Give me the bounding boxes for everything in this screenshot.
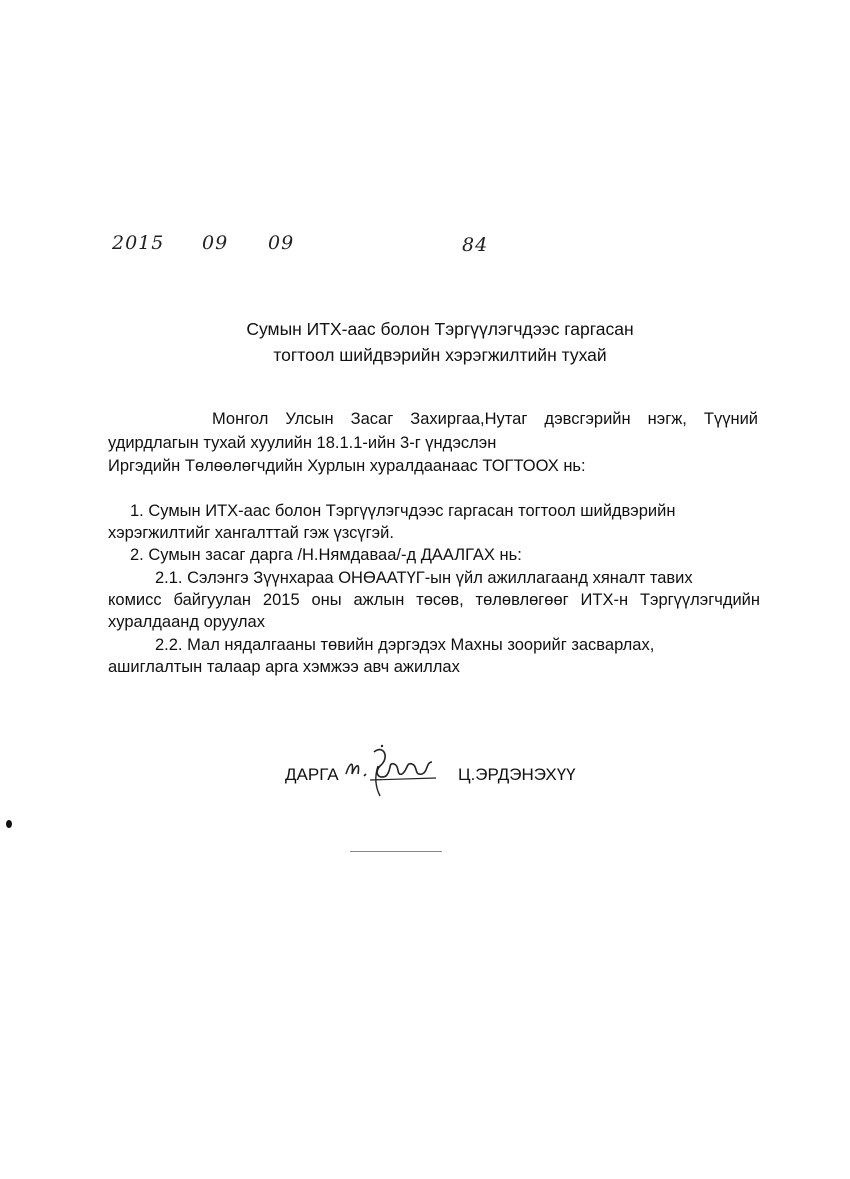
handwritten-day: 09 — [268, 232, 295, 254]
item-2-2-line-1: 2.2. Мал нядалгааны төвийн дэргэдэх Махны зоорийг засварлах, — [155, 636, 655, 654]
item-2-1-line-3: хуралдаанд оруулах — [108, 613, 265, 631]
item-1-line-2: хэрэгжилтийг хангалттай гэж үзсүгэй. — [108, 524, 394, 542]
signature-name: Ц.ЭРДЭНЭХҮҮ — [458, 765, 576, 784]
handwritten-signature — [340, 740, 450, 800]
document-title — [0, 316, 850, 368]
item-2: 2. Сумын засаг дарга /Н.Нямдаваа/-д ДААЛГАХ нь: — [130, 546, 522, 564]
handwritten-month: 09 — [202, 232, 229, 254]
item-1-line-1: 1. Сумын ИТХ-аас болон Тэргүүлэгчдээс гаргасан тогтоол шийдвэрийн — [130, 502, 676, 520]
item-2-1-line-2: комисс байгуулан 2015 оны ажлын төсөв, төлөвлөгөөг ИТХ-н Тэргүүлэгчдийн — [108, 591, 760, 609]
scan-line — [350, 851, 442, 852]
title-line-2: тогтоол шийдвэрийн хэрэгжилтийн тухай — [273, 345, 607, 365]
item-2-1-line-1: 2.1. Сэлэнгэ Зүүнхараа ОНӨААТҮГ-ын үйл ажиллагаанд хяналт тавих — [155, 569, 693, 587]
preamble-line-2: удирдлагын тухай хуулийн 18.1.1-ийн 3-г үндэслэн — [108, 434, 497, 452]
scan-speck — [6, 820, 12, 828]
preamble-line-3: Иргэдийн Төлөөлөгчдийн Хурлын хуралдаанаас ТОГТООХ нь: — [108, 457, 586, 475]
signature-position: ДАРГА — [285, 765, 339, 784]
preamble-line-1: Монгол Улсын Засаг Захиргаа,Нутаг дэвсгэрийн нэгж, Түүний — [212, 410, 758, 428]
title-line-1: Сумын ИТХ-аас болон Тэргүүлэгчдээс гаргасан — [246, 319, 634, 339]
handwritten-number: 84 — [462, 234, 489, 256]
item-2-2-line-2: ашиглалтын талаар арга хэмжээ авч ажиллах — [108, 658, 460, 676]
handwritten-year: 2015 — [112, 232, 165, 254]
